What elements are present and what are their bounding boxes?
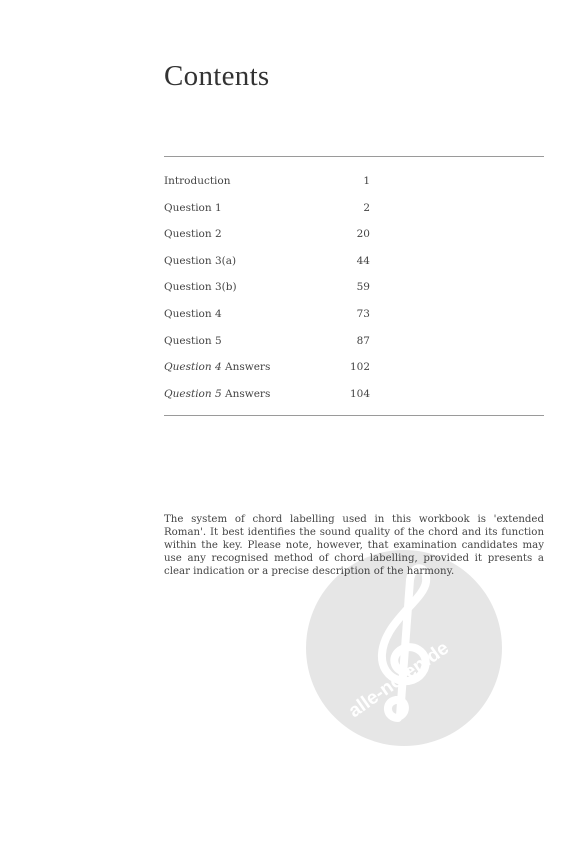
chord-labelling-note: The system of chord labelling used in this workbook is 'extended Roman'. It best identifies the sound quality of the chord and its function within the key. Please note, however, that examination candidates may use any recognised method of chord labelling, provided it presents a clear indication or a precise description of the harmony. (164, 514, 544, 577)
toc-entry-page: 104 (349, 387, 370, 400)
top-divider (164, 156, 544, 157)
watermark-text: alle-noten.de (344, 637, 453, 723)
toc-entry-page: 1 (363, 175, 370, 187)
toc-entry[interactable] (164, 221, 370, 248)
toc-entry-page: 87 (356, 334, 370, 347)
toc-entry-page: 44 (356, 254, 370, 267)
toc-entry[interactable] (164, 354, 370, 381)
toc-entry[interactable] (164, 328, 370, 355)
toc-entry[interactable] (164, 168, 370, 195)
toc-entry-label: Question 4 Answers (164, 361, 271, 374)
toc-entry-page: 59 (356, 281, 370, 294)
page-title: Contents (164, 60, 270, 92)
toc-entry-page: 2 (363, 201, 370, 214)
toc-entry[interactable] (164, 274, 370, 301)
toc-entry-label: Question 3(b) (164, 281, 237, 294)
toc-entry-label: Question 1 (164, 201, 222, 214)
toc-entry-label: Question 2 (164, 228, 222, 241)
toc-entry[interactable] (164, 248, 370, 275)
bottom-divider (164, 415, 544, 416)
watermark (306, 550, 502, 746)
toc-entry-label: Question 5 (164, 334, 222, 347)
toc-entry-page: 73 (356, 307, 370, 320)
table-of-contents (164, 168, 370, 407)
toc-entry-label: Introduction (164, 175, 231, 187)
toc-entry-label: Question 3(a) (164, 254, 237, 267)
toc-entry-label: Question 4 (164, 307, 222, 320)
toc-entry[interactable] (164, 301, 370, 328)
toc-entry[interactable] (164, 195, 370, 222)
toc-entry-label: Question 5 Answers (164, 387, 271, 400)
toc-entry[interactable] (164, 381, 370, 408)
toc-entry-page: 102 (349, 361, 370, 374)
toc-entry-page: 20 (356, 228, 370, 241)
